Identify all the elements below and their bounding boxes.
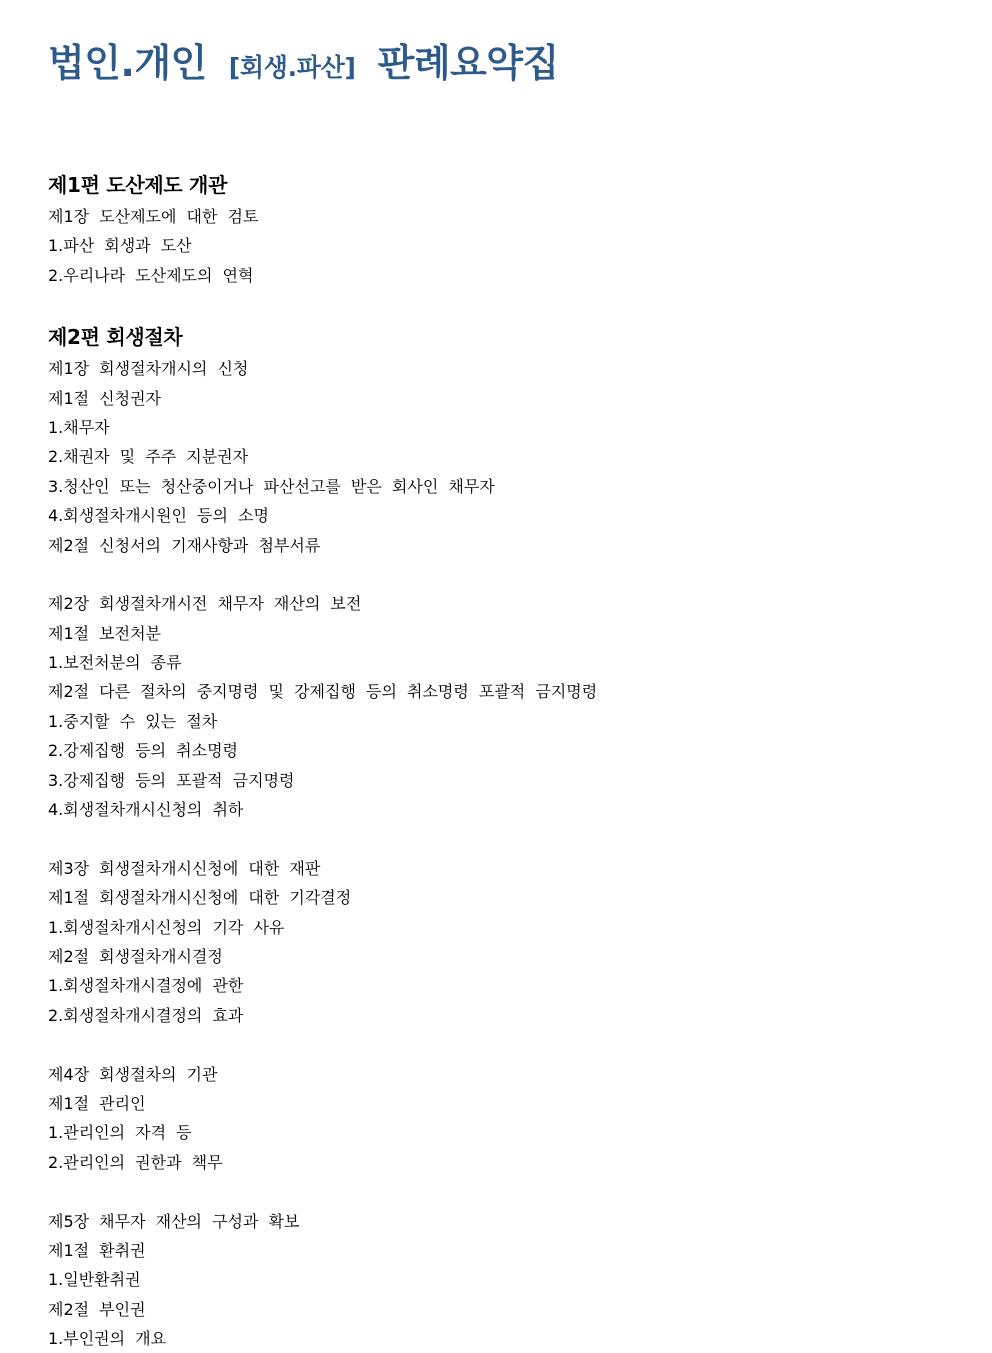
toc-line: 2.회생절차개시결정의 효과 bbox=[48, 1005, 244, 1025]
title-bracket: [회생.파산] bbox=[228, 53, 356, 82]
toc-line: 제3장 회생절차개시신청에 대한 재판 bbox=[48, 858, 321, 878]
part-heading: 제1편 도산제도 개관 bbox=[48, 173, 228, 197]
toc-line: 1.일반환취권 bbox=[48, 1270, 141, 1290]
toc-line: 1.관리인의 자격 등 bbox=[48, 1123, 192, 1143]
toc-line: 1.회생절차개시신청의 기각 사유 bbox=[48, 917, 285, 937]
toc-line: 제4장 회생절차의 기관 bbox=[48, 1064, 218, 1084]
toc-line: 제1장 회생절차개시의 신청 bbox=[48, 359, 249, 379]
toc-line: 1.부인권의 개요 bbox=[48, 1329, 167, 1349]
toc-line: 1.중지할 수 있는 절차 bbox=[48, 711, 218, 731]
title-main: 법인.개인 bbox=[48, 41, 207, 85]
toc-line: 제2절 회생절차개시결정 bbox=[48, 946, 223, 966]
toc-line: 2.우리나라 도산제도의 연혁 bbox=[48, 265, 254, 285]
spacer bbox=[48, 1177, 948, 1206]
spacer bbox=[48, 1030, 948, 1059]
toc-line: 제2절 신청서의 기재사항과 첨부서류 bbox=[48, 535, 321, 555]
toc-line: 제2절 부인권 bbox=[48, 1299, 146, 1319]
toc-line: 제1절 신청권자 bbox=[48, 388, 162, 408]
part-heading: 제2편 회생절차 bbox=[48, 325, 183, 350]
document-title bbox=[48, 32, 559, 87]
toc-line: 2.관리인의 권한과 책무 bbox=[48, 1152, 223, 1172]
toc-line: 1.채무자 bbox=[48, 417, 110, 437]
toc-line: 3.청산인 또는 청산중이거나 파산선고를 받은 회사인 채무자 bbox=[48, 476, 495, 496]
table-of-contents bbox=[48, 170, 948, 1353]
spacer bbox=[48, 290, 948, 322]
toc-line: 4.회생절차개시신청의 취하 bbox=[48, 800, 244, 820]
toc-line: 2.강제집행 등의 취소명령 bbox=[48, 741, 238, 761]
toc-line: 제1절 환취권 bbox=[48, 1240, 146, 1260]
toc-line: 1.보전처분의 종류 bbox=[48, 653, 182, 673]
spacer bbox=[48, 824, 948, 853]
toc-line: 제2절 다른 절차의 중지명령 및 강제집행 등의 취소명령 포괄적 금지명령 bbox=[48, 682, 598, 702]
title-sub: 판례요약집 bbox=[377, 41, 559, 85]
toc-line: 2.채권자 및 주주 지분권자 bbox=[48, 447, 249, 467]
toc-line: 제5장 채무자 재산의 구성과 확보 bbox=[48, 1211, 300, 1231]
toc-line: 1.파산 회생과 도산 bbox=[48, 236, 192, 256]
toc-line: 제1장 도산제도에 대한 검토 bbox=[48, 207, 259, 226]
toc-line: 3.강제집행 등의 포괄적 금지명령 bbox=[48, 770, 295, 790]
toc-line: 제1절 관리인 bbox=[48, 1093, 146, 1113]
toc-line: 제1절 보전처분 bbox=[48, 623, 162, 643]
toc-line: 제2장 회생절차개시전 채무자 재산의 보전 bbox=[48, 594, 362, 614]
spacer bbox=[48, 560, 948, 589]
toc-line: 1.회생절차개시결정에 관한 bbox=[48, 976, 244, 996]
toc-line: 제1절 회생절차개시신청에 대한 기각결정 bbox=[48, 888, 352, 908]
toc-line: 4.회생절차개시원인 등의 소명 bbox=[48, 506, 269, 526]
